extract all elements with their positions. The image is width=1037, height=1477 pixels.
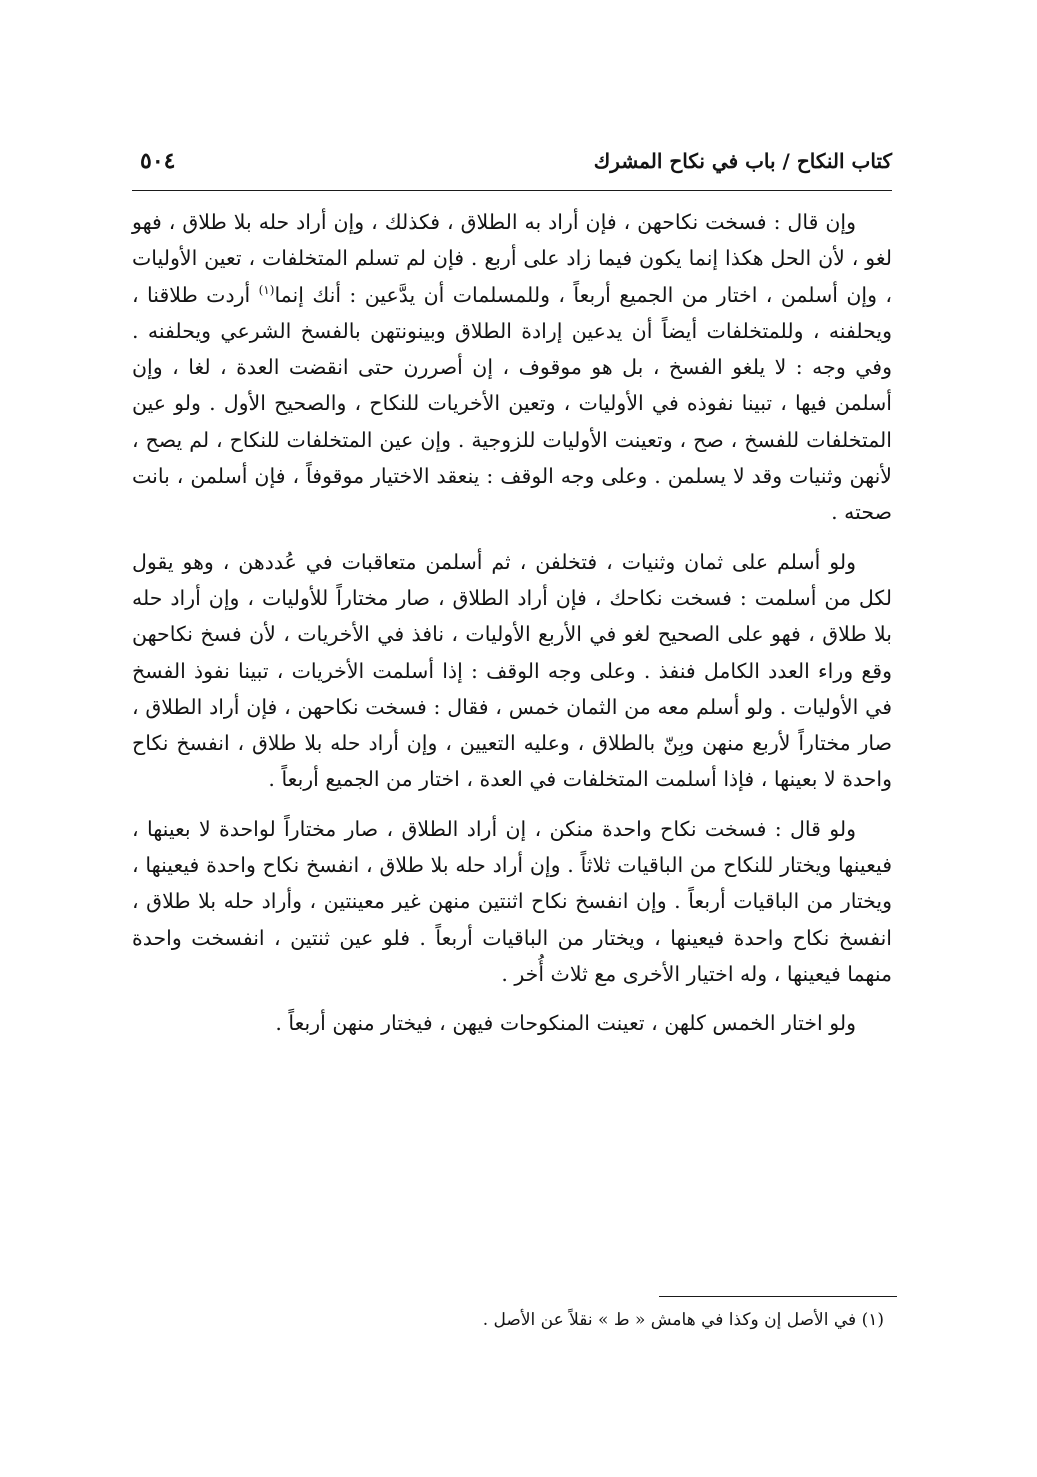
main-text <box>132 204 892 1042</box>
page-header <box>132 140 892 191</box>
paragraph-text: وإن قال : فسخت نكاحهن ، فإن أراد به الطلاق ، فكذلك ، وإن أراد حله بلا طلاق ، فهو لغو ، لأن الحل هكذا إنما يكون فيما زاد على أربع . فإن لم تسلم المتخلفات ، تعين الأوليات ، وإن أسلمن ، اختار من الجميع أربعاً ، وللمسلمات أن يدَّعين : أنك إنما <box>132 210 892 307</box>
footnote-marker: (١) <box>258 282 275 297</box>
paragraph-text: أردت طلاقنا ، ويحلفنه ، وللمتخلفات أيضاً أن يدعين إرادة الطلاق وبينونتهن بالفسخ الشرعي ويحلفنه . وفي وجه : لا يلغو الفسخ ، بل هو موقوف ، إن أصررن حتى انقضت العدة ، لغا ، وإن أسلمن فيها ، تبينا نفوذه في الأوليات ، وتعين الأخريات للنكاح ، والصحيح الأول . ولو عين المتخلفات للفسخ ، صح ، وتعينت الأوليات للزوجية . وإن عين المتخلفات للنكاح ، لم يصح ، لأنهن وثنيات وقد لا يسلمن . وعلى وجه الوقف : ينعقد الاختيار موقوفاً ، فإن أسلمن ، بانت صحته . <box>132 282 892 525</box>
footnote: (١) في الأصل إن وكذا في هامش « ط » نقلاً عن الأصل . <box>482 1310 884 1330</box>
footnote-separator <box>659 1296 897 1297</box>
paragraph: ولو اختار الخمس كلهن ، تعينت المنكوحات فيهن ، فيختار منهن أربعاً . <box>275 1011 856 1036</box>
paragraph: ولو أسلم على ثمان وثنيات ، فتخلفن ، ثم أسلمن متعاقبات في عُددهن ، وهو يقول لكل من أسلمت : فسخت نكاحك ، فإن أراد الطلاق ، صار مختاراً للأوليات ، وإن أراد حله بلا طلاق ، فهو على الصحيح لغو في الأربع الأوليات ، نافذ في الأخريات ، لأن فسخ نكاحهن وقع وراء العدد الكامل فنفذ . وعلى وجه الوقف : إذا أسلمت الأخريات ، تبينا نفوذ الفسخ في الأوليات . ولو أسلم معه من الثمان خمس ، فقال : فسخت نكاحهن ، فإن أراد الطلاق ، صار مختاراً لأربع منهن وبِنّ بالطلاق ، وعليه التعيين ، وإن أراد حله بلا طلاق ، انفسخ نكاح واحدة لا بعينها ، فإذا أسلمت المتخلفات في العدة ، اختار من الجميع أربعاً . <box>132 549 892 792</box>
page-number: ٥٠٤ <box>140 148 176 174</box>
paragraph: ولو قال : فسخت نكاح واحدة منكن ، إن أراد الطلاق ، صار مختاراً لواحدة لا بعينها ، فيعينها ويختار للنكاح من الباقيات ثلاثاً . وإن أراد حله بلا طلاق ، انفسخ نكاح واحدة فيعينها ، ويختار من الباقيات أربعاً . وإن انفسخ نكاح اثنتين منهن غير معينتين ، وأراد حله بلا طلاق ، انفسخ نكاح واحدة فيعينها ، ويختار من الباقيات أربعاً . فلو عين ثنتين ، انفسخت واحدة منهما فيعينها ، وله اختيار الأخرى مع ثلاث أُخر . <box>132 816 892 986</box>
running-title: كتاب النكاح / باب في نكاح المشرك <box>593 149 892 173</box>
paragraph <box>132 204 892 531</box>
